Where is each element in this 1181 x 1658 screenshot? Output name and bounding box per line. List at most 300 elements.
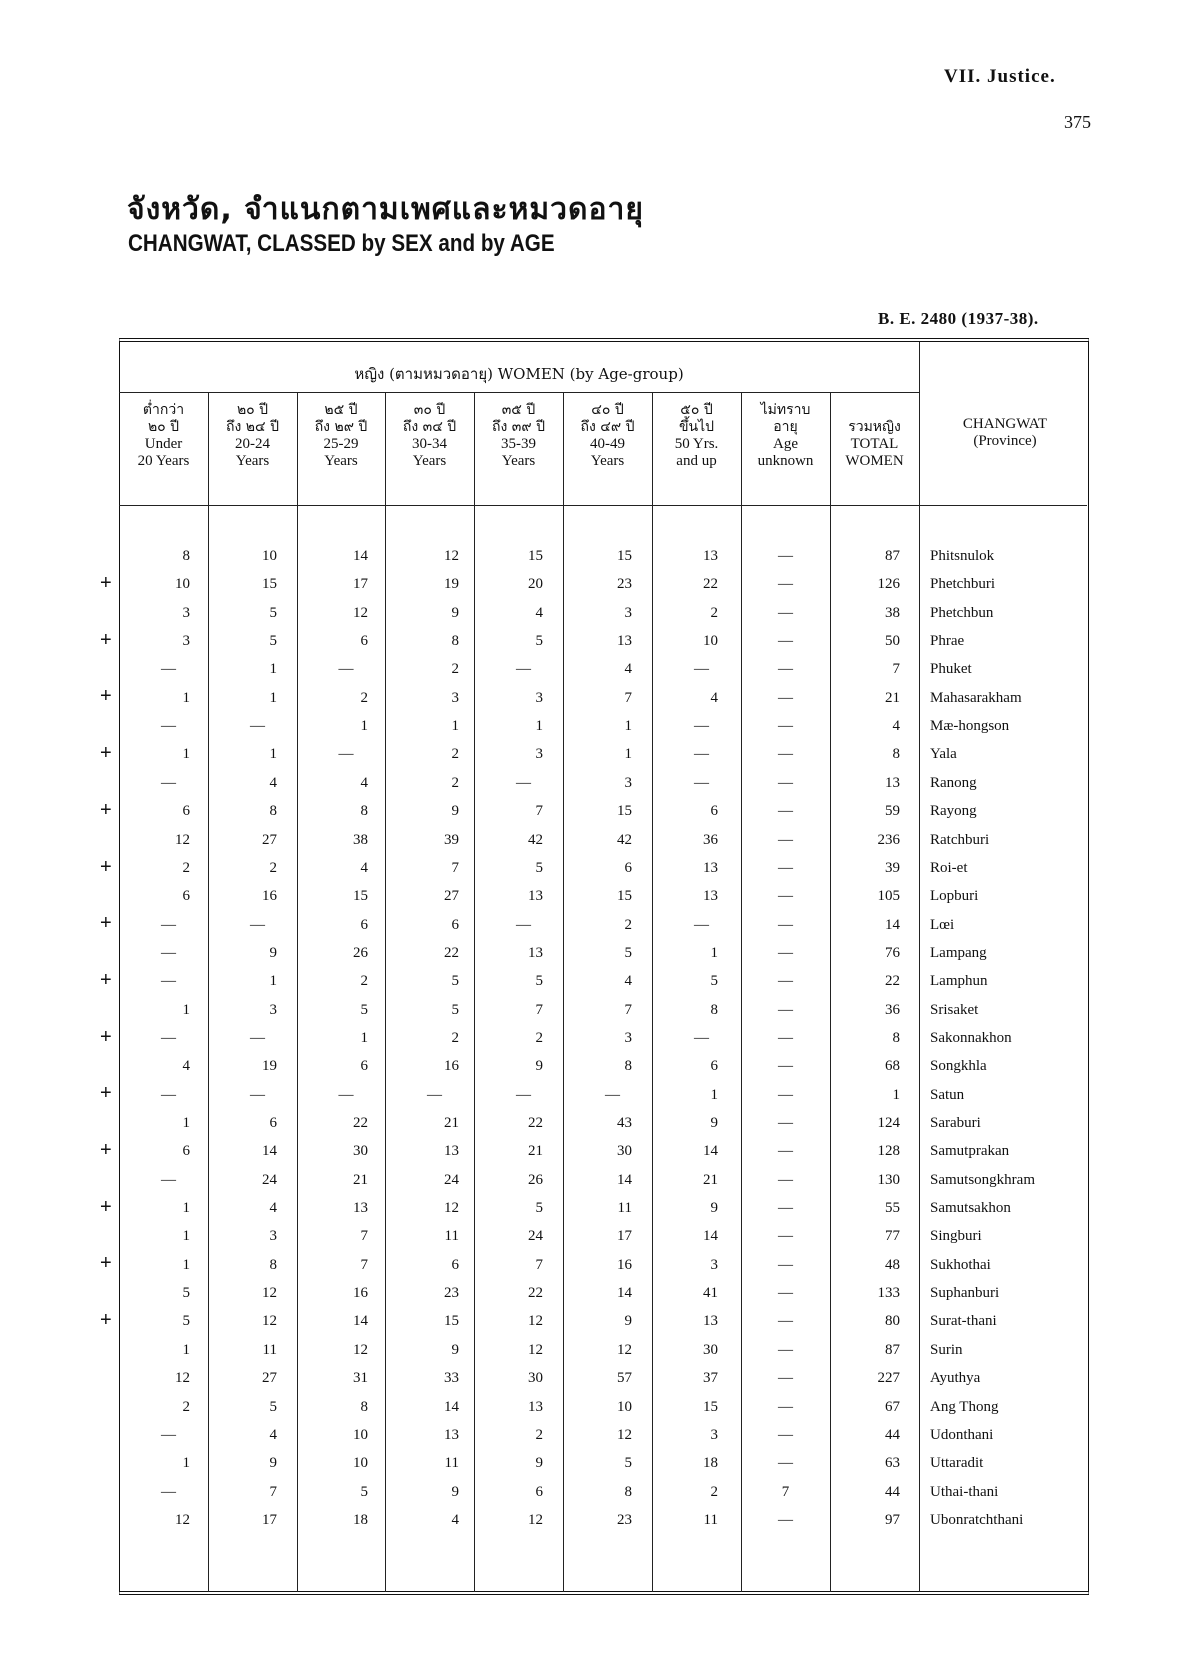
column-header-en2: and up — [676, 453, 717, 469]
group-header-rule — [119, 392, 919, 393]
table-cell: 87 — [885, 1341, 900, 1358]
table-cell: 5 — [269, 604, 277, 621]
table-cell: 27 — [444, 888, 459, 905]
table-cell: 19 — [262, 1058, 277, 1075]
table-cell: — — [778, 1143, 793, 1160]
table-cell: — — [161, 661, 176, 678]
table-cell: 6 — [360, 1058, 368, 1075]
table-row — [0, 1030, 1181, 1058]
table-cell: 7 — [892, 661, 900, 678]
table-cell: — — [778, 746, 793, 763]
table-cell: 1 — [535, 718, 543, 735]
table-cell: 12 — [617, 1426, 632, 1443]
province-name: Srisaket — [930, 1001, 979, 1018]
table-cell: 6 — [451, 1256, 459, 1273]
table-cell: 3 — [535, 746, 543, 763]
table-cell: 39 — [885, 859, 900, 876]
table-cell: 22 — [528, 1285, 543, 1302]
table-cell: 30 — [528, 1370, 543, 1387]
table-cell: 18 — [703, 1455, 718, 1472]
table-row — [0, 690, 1181, 718]
province-name: Lampang — [930, 944, 987, 961]
table-row — [0, 917, 1181, 945]
table-cell: 15 — [617, 888, 632, 905]
province-name: Phuket — [930, 661, 972, 678]
column-header-thai1: ๓๐ ปี — [413, 402, 446, 418]
table-cell: 8 — [892, 1029, 900, 1046]
table-cell: 33 — [444, 1370, 459, 1387]
table-cell: — — [778, 661, 793, 678]
table-cell: 24 — [444, 1171, 459, 1188]
table-cell: 6 — [360, 916, 368, 933]
table-cell: 5 — [535, 1200, 543, 1217]
table-cell: 1 — [360, 1029, 368, 1046]
table-cell: 23 — [617, 1511, 632, 1528]
table-cell: 13 — [528, 1398, 543, 1415]
province-name: Lamphun — [930, 973, 988, 990]
table-cell: 1 — [360, 718, 368, 735]
table-cell: — — [778, 1313, 793, 1330]
table-cell: 9 — [624, 1313, 632, 1330]
table-cell: 2 — [360, 973, 368, 990]
table-cell: 12 — [175, 831, 190, 848]
table-cell: — — [161, 718, 176, 735]
table-cell: 3 — [710, 1426, 718, 1443]
margin-plus-mark: + — [100, 1195, 112, 1218]
table-cell: 14 — [703, 1228, 718, 1245]
column-header-en1: 40-49 — [590, 436, 625, 452]
table-cell: 57 — [617, 1370, 632, 1387]
column-header-thai2: อายุ — [773, 419, 798, 435]
table-cell: 12 — [353, 1341, 368, 1358]
column-header — [652, 402, 741, 470]
table-cell: — — [778, 576, 793, 593]
table-cell: 236 — [877, 831, 900, 848]
province-name: Samutprakan — [930, 1143, 1010, 1160]
table-cell: 11 — [444, 1228, 459, 1245]
table-cell: 12 — [444, 1200, 459, 1217]
table-cell: 2 — [269, 859, 277, 876]
province-name: Rayong — [930, 803, 977, 820]
table-cell: 2 — [535, 1029, 543, 1046]
table-row — [0, 1484, 1181, 1512]
table-row — [0, 718, 1181, 746]
table-cell: 2 — [710, 604, 718, 621]
table-cell: 13 — [444, 1143, 459, 1160]
table-cell: 12 — [175, 1370, 190, 1387]
column-header-en1: TOTAL — [850, 436, 899, 452]
table-cell: 13 — [703, 888, 718, 905]
table-cell: 1 — [892, 1086, 900, 1103]
table-cell: 133 — [877, 1285, 900, 1302]
table-cell: 8 — [360, 803, 368, 820]
table-cell: — — [778, 1455, 793, 1472]
column-header — [119, 402, 208, 470]
table-cell: — — [516, 916, 531, 933]
table-cell: 21 — [353, 1171, 368, 1188]
table-cell: — — [338, 661, 354, 678]
table-cell: 21 — [444, 1115, 459, 1131]
table-row — [0, 832, 1181, 860]
table-cell: 8 — [269, 1256, 277, 1273]
table-cell: — — [694, 661, 709, 678]
header-body-rule — [119, 505, 1087, 506]
table-cell: 59 — [885, 803, 900, 820]
table-cell: 126 — [877, 576, 900, 593]
table-cell: 12 — [444, 548, 459, 564]
table-cell: 5 — [710, 973, 718, 990]
table-row — [0, 1087, 1181, 1115]
table-cell: 2 — [451, 774, 459, 791]
margin-plus-mark: + — [100, 1025, 112, 1048]
table-cell: 3 — [451, 689, 459, 706]
table-cell: — — [338, 1086, 354, 1103]
table-row — [0, 746, 1181, 774]
table-cell: 1 — [624, 718, 632, 735]
table-row — [0, 888, 1181, 916]
province-name: Sakonnakhon — [930, 1029, 1012, 1046]
table-cell: — — [338, 746, 354, 763]
table-cell: 38 — [885, 604, 900, 621]
table-cell: 8 — [360, 1398, 368, 1415]
table-row — [0, 1370, 1181, 1398]
table-cell: 12 — [175, 1511, 190, 1528]
province-name: Phrae — [930, 633, 965, 650]
table-cell: — — [778, 718, 793, 735]
table-cell: 15 — [617, 548, 632, 564]
table-cell: — — [778, 1115, 793, 1131]
province-header-line2: (Province) — [973, 433, 1037, 449]
table-cell: 8 — [892, 746, 900, 763]
table-cell: — — [161, 916, 176, 933]
table-row — [0, 1285, 1181, 1313]
table-cell: 6 — [710, 1058, 718, 1075]
table-cell: — — [778, 1200, 793, 1217]
table-cell: 6 — [182, 1143, 190, 1160]
table-cell: 30 — [353, 1143, 368, 1160]
table-cell: 36 — [703, 831, 718, 848]
table-cell: — — [778, 774, 793, 791]
table-cell: 9 — [269, 1455, 277, 1472]
table-cell: 50 — [885, 633, 900, 650]
table-cell: 23 — [444, 1285, 459, 1302]
table-cell: 44 — [885, 1483, 900, 1500]
table-cell: 87 — [885, 548, 900, 564]
table-cell: 3 — [710, 1256, 718, 1273]
table-cell: 4 — [624, 973, 632, 990]
table-cell: 3 — [535, 689, 543, 706]
column-header — [563, 402, 652, 470]
table-cell: — — [778, 803, 793, 820]
column-header — [297, 402, 385, 470]
table-row — [0, 661, 1181, 689]
table-cell: — — [427, 1086, 442, 1103]
province-name: Ranong — [930, 774, 977, 791]
table-cell: 17 — [262, 1511, 277, 1528]
table-cell: 97 — [885, 1511, 900, 1528]
table-cell: 21 — [885, 689, 900, 706]
table-cell: 8 — [451, 633, 459, 650]
column-header-thai2: ถึง ๒๙ ปี — [314, 419, 368, 435]
table-cell: — — [694, 746, 709, 763]
table-cell: 20 — [528, 576, 543, 593]
column-header — [830, 402, 919, 470]
table-cell: 10 — [617, 1398, 632, 1415]
table-cell: — — [778, 1029, 793, 1046]
title-english: CHANGWAT, CLASSED by SEX and by AGE — [128, 230, 555, 257]
column-header-en1: 30-34 — [412, 436, 447, 452]
table-cell: — — [778, 1058, 793, 1075]
group-title: หญิง (ตามหมวดอายุ) WOMEN (by Age-group) — [354, 365, 684, 383]
table-cell: 3 — [269, 1228, 277, 1245]
table-cell: 5 — [535, 859, 543, 876]
table-cell: 11 — [617, 1200, 632, 1217]
table-cell: 19 — [444, 576, 459, 593]
column-header-en2: Years — [412, 453, 447, 469]
column-header-en2: Years — [324, 453, 358, 469]
table-cell: 5 — [360, 1483, 368, 1500]
column-header-thai1: ไม่ทราบ — [760, 402, 811, 418]
province-name: Roi-et — [930, 859, 968, 876]
table-cell: — — [778, 1370, 793, 1387]
table-cell: 7 — [624, 689, 632, 706]
table-cell: 5 — [624, 1455, 632, 1472]
province-name: Udonthani — [930, 1426, 994, 1443]
table-cell: — — [778, 1426, 793, 1443]
table-cell: 77 — [885, 1228, 900, 1245]
margin-plus-mark: + — [100, 798, 112, 821]
table-row — [0, 1228, 1181, 1256]
table-row — [0, 576, 1181, 604]
table-cell: 11 — [703, 1511, 718, 1528]
table-cell: 39 — [444, 831, 459, 848]
table-cell: 4 — [269, 774, 277, 791]
table-cell: — — [778, 916, 793, 933]
table-cell: 3 — [269, 1001, 277, 1018]
margin-plus-mark: + — [100, 968, 112, 991]
table-cell: 8 — [624, 1058, 632, 1075]
margin-plus-mark: + — [100, 1082, 112, 1105]
table-cell: 12 — [617, 1341, 632, 1358]
table-cell: 1 — [182, 1200, 190, 1217]
table-cell: 14 — [262, 1143, 277, 1160]
province-name: Yala — [930, 746, 957, 763]
table-cell: 9 — [710, 1200, 718, 1217]
province-name: Phetchburi — [930, 576, 995, 593]
table-cell: 11 — [444, 1455, 459, 1472]
table-cell: — — [778, 1511, 793, 1528]
table-cell: 4 — [892, 718, 900, 735]
table-cell: — — [161, 1171, 176, 1188]
table-cell: 5 — [269, 633, 277, 650]
table-cell: 22 — [353, 1115, 368, 1131]
column-header-thai2: ถึง ๒๔ ปี — [226, 419, 279, 435]
table-cell: — — [778, 888, 793, 905]
table-cell: 1 — [269, 973, 277, 990]
table-cell: 4 — [360, 774, 368, 791]
table-cell: — — [250, 1086, 265, 1103]
province-name: Sukhothai — [930, 1256, 991, 1273]
table-cell: 1 — [182, 1455, 190, 1472]
province-name: Lopburi — [930, 888, 979, 905]
province-name: Suphanburi — [930, 1285, 1000, 1302]
province-name: Lœi — [930, 916, 955, 933]
province-name: Ratchburi — [930, 831, 990, 848]
province-name: Saraburi — [930, 1115, 981, 1131]
table-cell: 4 — [269, 1200, 277, 1217]
province-name: Singburi — [930, 1228, 982, 1245]
table-cell: 227 — [877, 1370, 900, 1387]
province-name: Surat-thani — [930, 1313, 997, 1330]
table-cell: 10 — [353, 1455, 368, 1472]
table-cell: 68 — [885, 1058, 900, 1075]
table-cell: 44 — [885, 1426, 900, 1443]
table-cell: 1 — [269, 661, 277, 678]
margin-plus-mark: + — [100, 572, 112, 594]
table-cell: 16 — [353, 1285, 368, 1302]
table-cell: — — [250, 916, 265, 933]
column-header-en2: Years — [590, 453, 625, 469]
column-header-en2: 20 Years — [137, 453, 190, 469]
table-cell: 42 — [617, 831, 632, 848]
margin-plus-mark: + — [100, 685, 112, 708]
table-cell: 9 — [269, 944, 277, 961]
table-cell: 7 — [451, 859, 459, 876]
table-cell: 13 — [617, 633, 632, 650]
table-cell: — — [778, 1171, 793, 1188]
table-cell: 7 — [360, 1256, 368, 1273]
table-row — [0, 1058, 1181, 1086]
table-cell: 4 — [182, 1058, 190, 1075]
table-cell: 21 — [703, 1171, 718, 1188]
table-cell: 13 — [703, 859, 718, 876]
column-header-thai2: ๒๐ ปี — [147, 419, 180, 435]
table-cell: 13 — [444, 1426, 459, 1443]
table-cell: 7 — [535, 803, 543, 820]
table-cell: 5 — [624, 944, 632, 961]
table-row — [0, 775, 1181, 803]
table-cell: 43 — [617, 1115, 632, 1131]
table-row — [0, 860, 1181, 888]
table-row — [0, 1427, 1181, 1455]
table-cell: 6 — [182, 888, 190, 905]
table-cell: 6 — [360, 633, 368, 650]
table-cell: 7 — [360, 1228, 368, 1245]
table-cell: 1 — [182, 1001, 190, 1018]
table-cell: 14 — [885, 916, 900, 933]
table-cell: 5 — [451, 1001, 459, 1018]
table-cell: — — [778, 1086, 793, 1103]
table-cell: 9 — [710, 1115, 718, 1131]
table-cell: 2 — [535, 1426, 543, 1443]
table-row — [0, 945, 1181, 973]
province-name: Mæ-hongson — [930, 718, 1010, 735]
table-cell: 14 — [703, 1143, 718, 1160]
table-cell: 4 — [710, 689, 718, 706]
table-cell: 31 — [353, 1370, 368, 1387]
table-cell: 22 — [528, 1115, 543, 1131]
table-cell: 6 — [182, 803, 190, 820]
table-cell: 80 — [885, 1313, 900, 1330]
table-cell: 67 — [885, 1398, 900, 1415]
table-cell: 5 — [535, 633, 543, 650]
table-cell: 15 — [444, 1313, 459, 1330]
column-header-thai2: ขึ้นไป — [678, 419, 715, 435]
table-cell: 1 — [269, 689, 277, 706]
table-cell: 22 — [885, 973, 900, 990]
table-cell: 22 — [703, 576, 718, 593]
table-row — [0, 803, 1181, 831]
table-cell: 4 — [360, 859, 368, 876]
table-cell: — — [778, 944, 793, 961]
column-header-en1: 50 Yrs. — [674, 436, 719, 452]
table-cell: 1 — [182, 689, 190, 706]
table-cell: 4 — [624, 661, 632, 678]
table-row — [0, 1399, 1181, 1427]
province-name: Phetchbun — [930, 604, 994, 621]
table-cell: 2 — [182, 859, 190, 876]
column-header-en1: 25-29 — [323, 436, 359, 452]
table-cell: — — [778, 1228, 793, 1245]
province-name: Samutsakhon — [930, 1200, 1011, 1217]
table-cell: 1 — [182, 1256, 190, 1273]
table-cell: 128 — [877, 1143, 900, 1160]
table-cell: 1 — [182, 746, 190, 763]
table-cell: 3 — [182, 604, 190, 621]
table-row — [0, 1172, 1181, 1200]
table-cell: 22 — [444, 944, 459, 961]
table-cell: — — [778, 689, 793, 706]
table-row — [0, 973, 1181, 1001]
table-cell: 27 — [262, 831, 277, 848]
table-cell: 1 — [710, 944, 718, 961]
table-cell: — — [694, 774, 709, 791]
table-cell: — — [516, 1086, 531, 1103]
margin-plus-mark: + — [100, 1252, 112, 1275]
table-row — [0, 1342, 1181, 1370]
table-cell: 55 — [885, 1200, 900, 1217]
table-cell: 14 — [353, 548, 368, 564]
table-cell: — — [778, 1285, 793, 1302]
province-name: Ayuthya — [930, 1370, 981, 1387]
column-header-thai1: ๓๕ ปี — [501, 402, 536, 418]
table-cell: 2 — [451, 746, 459, 763]
province-name: Ang Thong — [930, 1398, 999, 1415]
table-cell: 38 — [353, 831, 368, 848]
margin-plus-mark: + — [100, 628, 112, 651]
column-header-en2: unknown — [757, 453, 814, 469]
column-header-thai1: ๒๕ ปี — [324, 402, 358, 418]
column-header-thai1: ๔๐ ปี — [591, 402, 624, 418]
table-cell: — — [778, 859, 793, 876]
table-row — [0, 1257, 1181, 1285]
province-header — [922, 416, 1088, 450]
table-cell: — — [778, 1398, 793, 1415]
column-header-en1: 20-24 — [235, 436, 270, 452]
province-name: Uttaradit — [930, 1455, 984, 1472]
table-cell: — — [694, 718, 709, 735]
margin-plus-mark: + — [100, 912, 112, 935]
table-cell: 8 — [182, 548, 190, 564]
title-thai: จังหวัด, จำแนกตามเพศและหมวดอายุ — [127, 192, 644, 227]
table-cell: — — [516, 774, 531, 791]
column-header-thai2: ถึง ๓๙ ปี — [492, 419, 545, 435]
table-cell: 15 — [262, 576, 277, 593]
table-cell: 8 — [710, 1001, 718, 1018]
table-cell: — — [161, 1029, 176, 1046]
column-header-en1: 35-39 — [501, 436, 536, 452]
table-cell: 13 — [703, 1313, 718, 1330]
